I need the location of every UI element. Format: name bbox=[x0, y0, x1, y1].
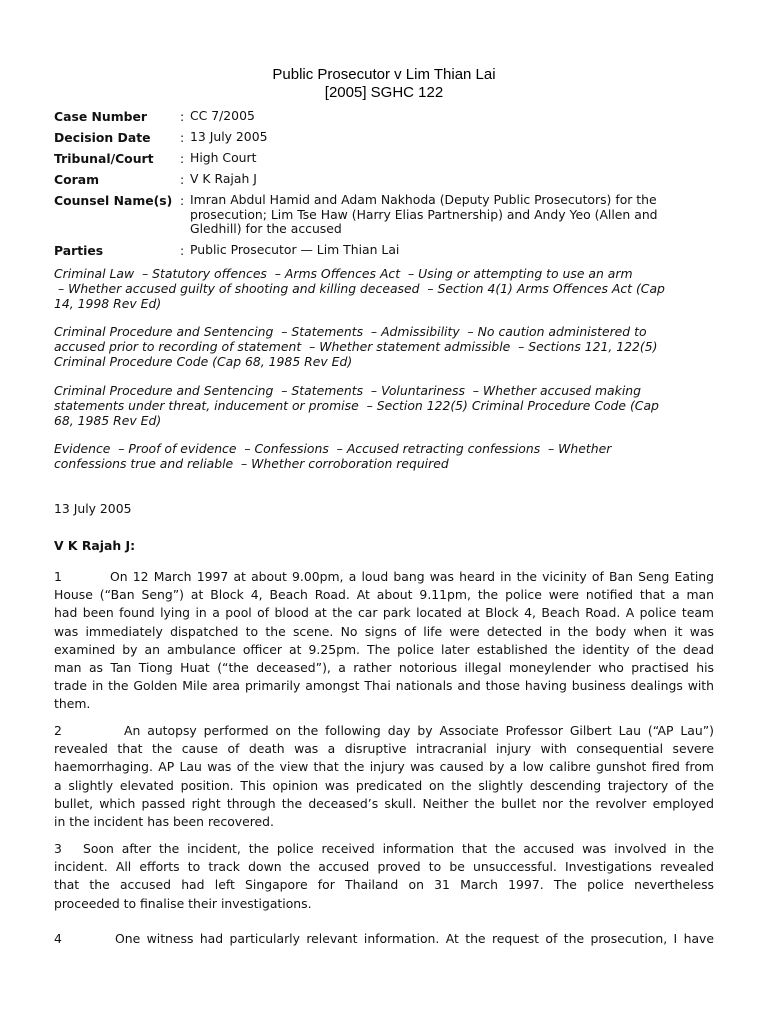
meta-label: Case Number bbox=[54, 109, 148, 124]
paragraph-number: 2 bbox=[54, 723, 62, 738]
paragraph-1 bbox=[54, 568, 714, 714]
case-citation: [2005] SGHC 122 bbox=[324, 84, 444, 101]
meta-value bbox=[190, 193, 714, 237]
meta-label: Coram bbox=[54, 172, 99, 187]
meta-value: V K Rajah J bbox=[190, 171, 257, 186]
meta-label: Counsel Name(s) bbox=[54, 193, 173, 208]
meta-row-counsel bbox=[54, 193, 714, 243]
catchword-line: Criminal Law – Statutory offences – Arms Offences Act – Using or attempting to use an arm bbox=[54, 266, 633, 281]
meta-row-coram bbox=[54, 172, 714, 193]
meta-value: High Court bbox=[190, 150, 257, 165]
catchword-line: confessions true and reliable – Whether corroboration required bbox=[54, 456, 449, 471]
paragraph-line: in the incident has been recovered. bbox=[54, 814, 274, 830]
paragraph-line: incident. All efforts to track down the accused proved to be unsuccessful. Investigations revealed bbox=[54, 859, 714, 875]
case-title: Public Prosecutor v Lim Thian Lai bbox=[272, 66, 496, 83]
paragraph-line: bullet, which passed right through the deceased’s skull. Neither the bullet nor the revolver employed bbox=[54, 795, 714, 811]
paragraph-number: 3 bbox=[54, 841, 62, 856]
meta-colon: : bbox=[180, 193, 185, 208]
paragraph-4 bbox=[54, 930, 714, 948]
paragraph-line: examined by an ambulance officer at 9.25pm. The police later established the identity of the dead bbox=[54, 641, 714, 657]
meta-row-case-number bbox=[54, 109, 714, 130]
paragraph-line bbox=[54, 568, 714, 586]
paragraph-line: was immediately dispatched to the scene. No signs of life were detected in the body when it was bbox=[54, 623, 714, 639]
catchword-block bbox=[54, 324, 714, 369]
paragraph-line: trade in the Golden Mile area primarily amongst Thai nationals and those having business dealings with bbox=[54, 678, 714, 694]
catchword-line: accused prior to recording of statement – Whether statement admissible – Sections 121, 122(5) bbox=[54, 339, 658, 354]
paragraph-line: a slightly elevated position. This opinion was predicated on the slightly descending trajectory of the bbox=[54, 777, 714, 793]
judge-name: V K Rajah J: bbox=[54, 538, 136, 553]
catchword-line: Criminal Procedure and Sentencing – Statements – Admissibility – No caution administered to bbox=[54, 324, 647, 339]
meta-colon: : bbox=[180, 151, 185, 166]
catchword-line: 68, 1985 Rev Ed) bbox=[54, 413, 162, 428]
paragraph-number: 1 bbox=[54, 569, 62, 584]
catchword-line: Evidence – Proof of evidence – Confessions – Accused retracting confessions – Whether bbox=[54, 441, 612, 456]
catchword-block bbox=[54, 266, 714, 311]
counsel-line: prosecution; Lim Tse Haw (Harry Elias Partnership) and Andy Yeo (Allen and bbox=[190, 206, 658, 222]
paragraph-2 bbox=[54, 722, 714, 831]
paragraph-line bbox=[54, 840, 714, 858]
paragraph-line: House (“Ban Seng”) at Block 4, Beach Road. At about 9.11pm, the police were notified that a man bbox=[54, 587, 714, 603]
document-header bbox=[0, 66, 768, 102]
paragraph-number: 4 bbox=[54, 931, 62, 946]
meta-colon: : bbox=[180, 109, 185, 124]
meta-colon: : bbox=[180, 243, 185, 258]
catchword-line: Criminal Procedure Code (Cap 68, 1985 Rev Ed) bbox=[54, 354, 353, 369]
paragraph-line: had been found lying in a pool of blood at the car park located at Block 4, Beach Road. A police team bbox=[54, 605, 714, 621]
meta-value: Public Prosecutor — Lim Thian Lai bbox=[190, 242, 400, 257]
paragraph-line: proceeded to finalise their investigations. bbox=[54, 895, 312, 911]
meta-row-parties bbox=[54, 243, 714, 263]
paragraph-text: One witness had particularly relevant information. At the request of the prosecution, I have bbox=[115, 931, 714, 946]
paragraph-line: haemorrhaging. AP Lau was of the view that the injury was caused by a low calibre gunshot fired from bbox=[54, 759, 714, 775]
paragraph-text: On 12 March 1997 at about 9.00pm, a loud bang was heard in the vicinity of Ban Seng Eating bbox=[110, 569, 714, 584]
catchword-line: statements under threat, inducement or promise – Section 122(5) Criminal Procedure Code (Cap bbox=[54, 398, 659, 413]
catchword-line: 14, 1998 Rev Ed) bbox=[54, 296, 162, 311]
paragraph-text: An autopsy performed on the following day by Associate Professor Gilbert Lau (“AP Lau”) bbox=[124, 723, 714, 738]
meta-row-tribunal bbox=[54, 151, 714, 172]
catchword-block bbox=[54, 383, 714, 428]
meta-label: Tribunal/Court bbox=[54, 151, 154, 166]
paragraph-3 bbox=[54, 840, 714, 913]
catchword-line: – Whether accused guilty of shooting and killing deceased – Section 4(1) Arms Offences Act (Cap bbox=[54, 281, 665, 296]
paragraph-line: them. bbox=[54, 696, 91, 712]
meta-label: Parties bbox=[54, 243, 104, 258]
paragraph-line: revealed that the cause of death was a disruptive intracranial injury with consequential severe bbox=[54, 741, 714, 757]
catchword-line: Criminal Procedure and Sentencing – Statements – Voluntariness – Whether accused making bbox=[54, 383, 641, 398]
paragraph-line bbox=[54, 722, 714, 740]
meta-colon: : bbox=[180, 130, 185, 145]
paragraph-line: man as Tan Tiong Huat (“the deceased”), a rather notorious illegal moneylender who practised his bbox=[54, 660, 714, 676]
meta-value: CC 7/2005 bbox=[190, 108, 255, 123]
meta-value: 13 July 2005 bbox=[190, 129, 268, 144]
paragraph-text: Soon after the incident, the police received information that the accused was involved in the bbox=[83, 841, 714, 856]
meta-row-decision-date bbox=[54, 130, 714, 151]
case-metadata bbox=[54, 109, 714, 263]
judgment-date: 13 July 2005 bbox=[54, 501, 132, 516]
counsel-line: Imran Abdul Hamid and Adam Nakhoda (Deputy Public Prosecutors) for the bbox=[190, 192, 657, 207]
paragraph-line: that the accused had left Singapore for Thailand on 31 March 1997. The police nevertheless bbox=[54, 877, 714, 893]
catchword-block bbox=[54, 441, 714, 471]
counsel-line: Gledhill) for the accused bbox=[190, 221, 342, 237]
meta-colon: : bbox=[180, 172, 185, 187]
meta-label: Decision Date bbox=[54, 130, 151, 145]
paragraph-line bbox=[54, 930, 714, 948]
